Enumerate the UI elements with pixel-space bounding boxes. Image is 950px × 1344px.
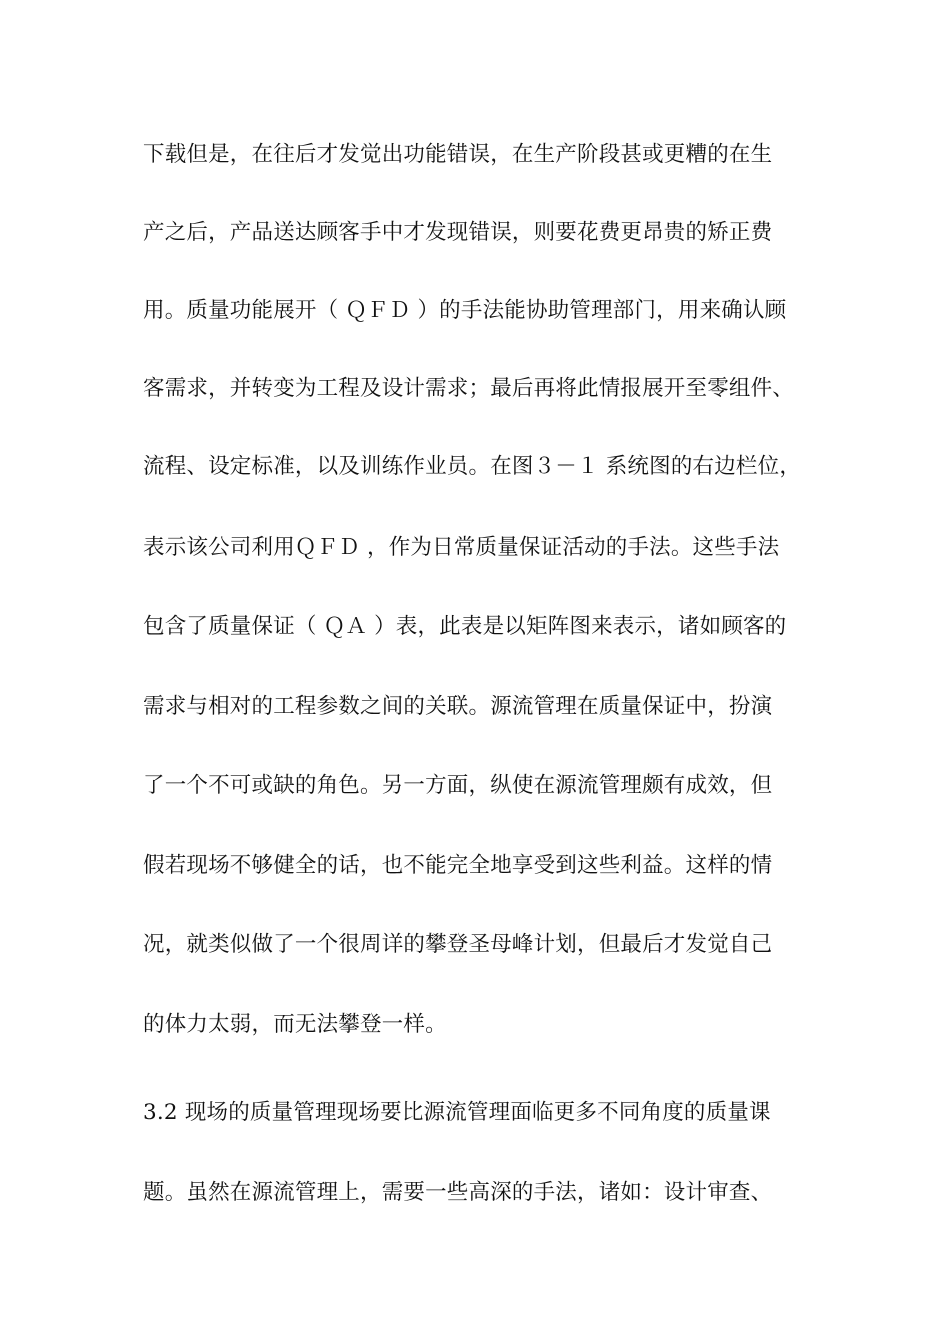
paragraph-line: 况，就类似做了一个很周详的攀登圣母峰计划，但最后才发觉自己 [143, 932, 773, 957]
paragraph-line: 用。质量功能展开（ ＱＦＤ ）的手法能协助管理部门，用来确认顾 [143, 298, 787, 323]
paragraph-line: 题。虽然在源流管理上，需要一些高深的手法，诸如：设计审查、 [143, 1180, 773, 1205]
paragraph-line: 下载但是，在往后才发觉出功能错误，在生产阶段甚或更糟的在生 [143, 142, 773, 167]
paragraph-line: 了一个不可或缺的角色。另一方面，纵使在源流管理颇有成效，但 [143, 773, 773, 798]
paragraph-line: 流程、设定标准，以及训练作业员。在图３－１ 系统图的右边栏位， [143, 454, 802, 479]
paragraph-line: 包含了质量保证（ ＱＡ ）表，此表是以矩阵图来表示，诸如顾客的 [143, 614, 787, 639]
paragraph-line: 产之后，产品送达顾客手中才发现错误，则要花费更昂贵的矫正费 [143, 220, 773, 245]
paragraph-line: 需求与相对的工程参数之间的关联。源流管理在质量保证中，扮演 [143, 694, 773, 719]
paragraph-line: 的体力太弱，而无法攀登一样。 [143, 1012, 447, 1037]
paragraph-line: 3.2 现场的质量管理现场要比源流管理面临更多不同角度的质量课 [143, 1100, 771, 1125]
paragraph-line: 假若现场不够健全的话，也不能完全地享受到这些利益。这样的情 [143, 853, 773, 878]
paragraph-line: 客需求，并转变为工程及设计需求；最后再将此情报展开至零组件、 [143, 376, 795, 401]
paragraph-line: 表示该公司利用ＱＦＤ ，作为日常质量保证活动的手法。这些手法 [143, 535, 780, 560]
